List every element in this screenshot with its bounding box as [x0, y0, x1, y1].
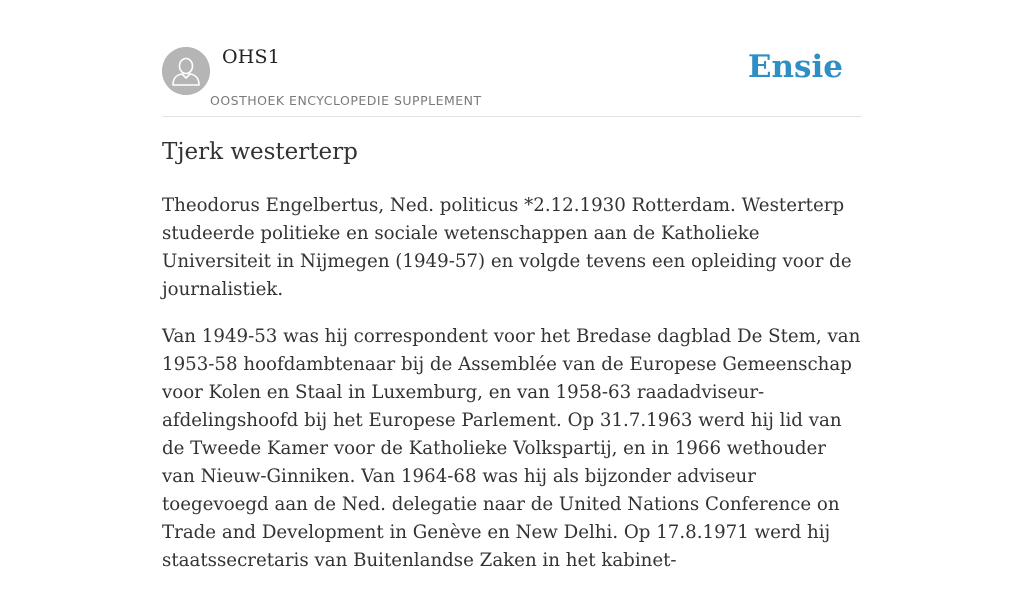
source-subtitle: OOSTHOEK ENCYCLOPEDIE SUPPLEMENT: [210, 93, 482, 108]
article-paragraph: Theodorus Engelbertus, Ned. politicus *2.12.1930 Rotterdam. Westerterp studeerde politieke en sociale wetenschappen aan de Katholieke Universiteit in Nijmegen (1949-57) en volgde tevens een opleiding voor de journalistiek.: [162, 195, 852, 300]
avatar[interactable]: [162, 47, 210, 95]
article-title: Tjerk westerterp: [162, 139, 358, 165]
author-name[interactable]: OHS1: [222, 46, 281, 68]
article-header: [162, 0, 862, 117]
article-body: [162, 192, 862, 594]
user-icon: [162, 47, 210, 95]
brand-logo[interactable]: Ensie: [747, 49, 843, 85]
article-paragraph: Van 1949-53 was hij correspondent voor het Bredase dagblad De Stem, van 1953-58 hoofdambtenaar bij de Assemblée van de Europese Gemeenschap voor Kolen en Staal in Luxemburg, en van 1958-63 raadadviseur-afdelingshoofd bij het Europese Parlement. Op 31.7.1963 werd hij lid van de Tweede Kamer voor de Katholieke Volkspartij, en in 1966 wethouder van Nieuw-Ginniken. Van 1964-68 was hij als bijzonder adviseur toegevoegd aan de Ned. delegatie naar de United Nations Conference on Trade and Development in Genève en New Delhi. Op 17.8.1971 werd hij staatssecretaris van Buitenlandse Zaken in het kabinet-: [162, 326, 861, 571]
